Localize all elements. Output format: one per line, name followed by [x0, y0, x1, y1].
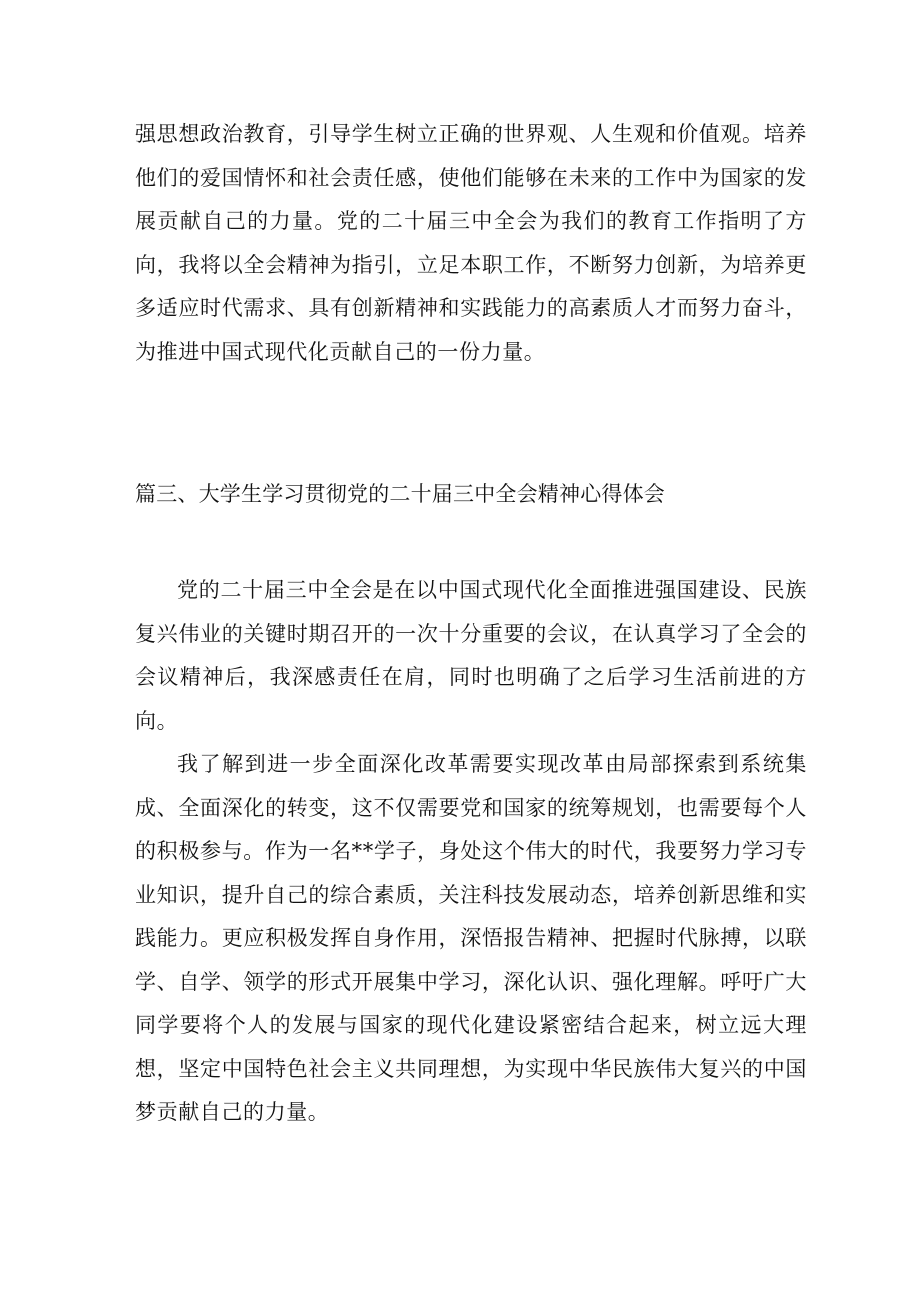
- continuation-text-block: [135, 113, 807, 374]
- continuation-paragraph: 强思想政治教育，引导学生树立正确的世界观、人生观和价值观。培养他们的爱国情怀和社会责任感，使他们能够在未来的工作中为国家的发展贡献自己的力量。党的二十届三中全会为我们的教育工作指明了方向，我将以全会精神为指引，立足本职工作，不断努力创新，为培养更多适应时代需求、具有创新精神和实践能力的高素质人才而努力奋斗，为推进中国式现代化贡献自己的一份力量。: [135, 122, 807, 364]
- section-heading: 篇三、大学生学习贯彻党的二十届三中全会精神心得体会: [135, 482, 665, 506]
- body-paragraph-1: 党的二十届三中全会是在以中国式现代化全面推进强国建设、民族复兴伟业的关键时期召开的一次十分重要的会议，在认真学习了全会的会议精神后，我深感责任在肩，同时也明确了之后学习生活前进的方向。: [135, 578, 807, 733]
- body-paragraph-2: 我了解到进一步全面深化改革需要实现改革由局部探索到系统集成、全面深化的转变，这不仅需要党和国家的统筹规划，也需要每个人的积极参与。作为一名**学子，身处这个伟大的时代，我要努力学习专业知识，提升自己的综合素质，关注科技发展动态，培养创新思维和实践能力。更应积极发挥自身作用，深悟报告精神、把握时代脉搏，以联学、自学、领学的形式开展集中学习，深化认识、强化理解。呼吁广大同学要将个人的发展与国家的现代化建设紧密结合起来，树立远大理想，坚定中国特色社会主义共同理想，为实现中华民族伟大复兴的中国梦贡献自己的力量。: [135, 752, 807, 1124]
- section-body: [135, 569, 807, 1135]
